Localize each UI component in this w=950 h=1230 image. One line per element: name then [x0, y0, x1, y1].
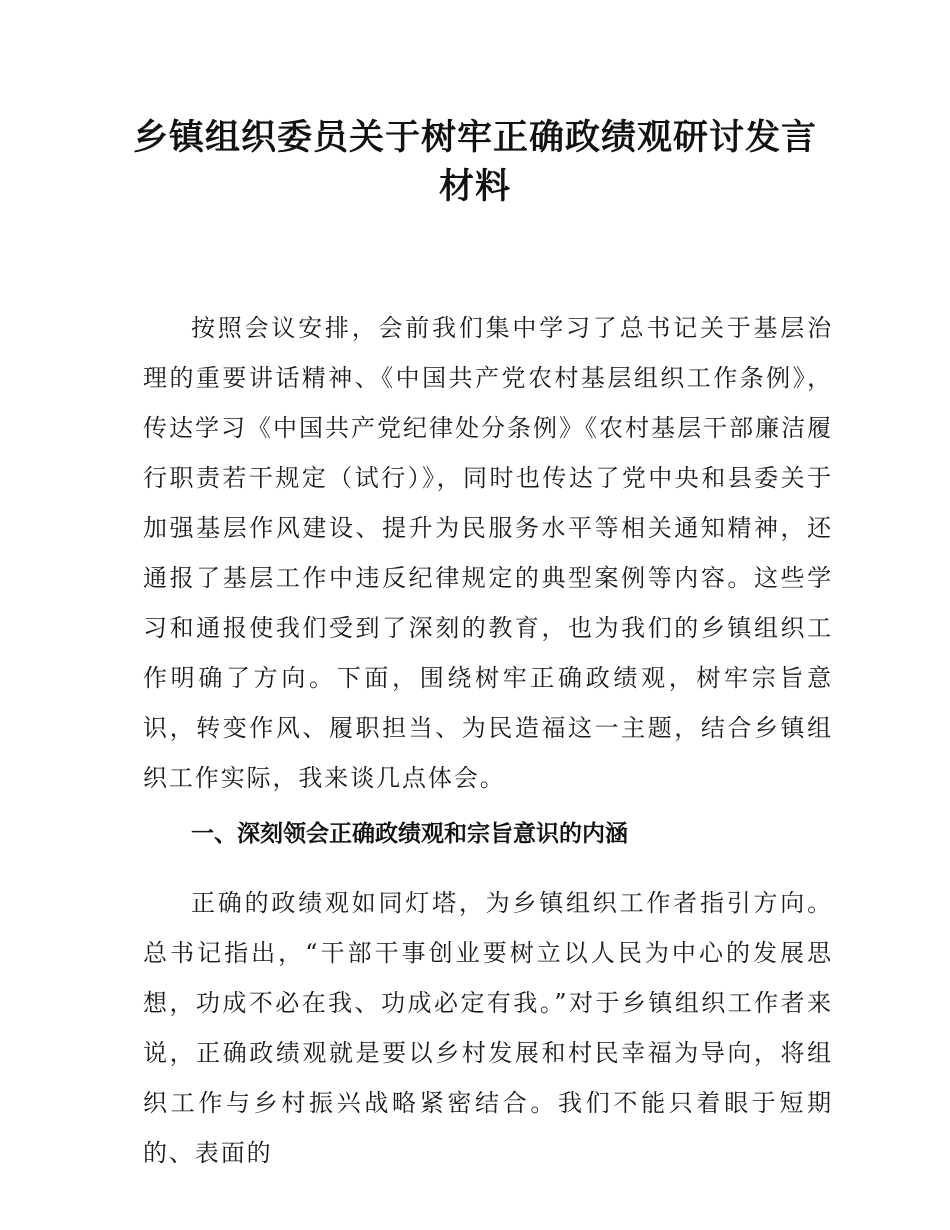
- document-title: [100, 114, 850, 212]
- intro-paragraph: 按照会议安排，会前我们集中学习了总书记关于基层治理的重要讲话精神、《中国共产党农村基层组织工作条例》，传达学习《中国共产党纪律处分条例》《农村基层干部廉洁履行职责若干规定（试行）》，同时也传达了党中央和县委关于加强基层作风建设、提升为民服务水平等相关通知精神，还通报了基层工作中违反纪律规定的典型案例等内容。这些学习和通报使我们受到了深刻的教育，也为我们的乡镇组织工作明确了方向。下面，围绕树牢正确政绩观，树牢宗旨意识，转变作风、履职担当、为民造福这一主题，结合乡镇组织工作实际，我来谈几点体会。: [143, 314, 833, 792]
- title-line-2: 材料: [438, 167, 511, 207]
- section-heading-1: 一、深刻领会正确政绩观和宗旨意识的内涵: [191, 821, 628, 847]
- section-1-paragraph: 正确的政绩观如同灯塔，为乡镇组织工作者指引方向。总书记指出，“干部干事创业要树立以人民为中心的发展思想，功成不必在我、功成必定有我。”对于乡镇组织工作者来说，正确政绩观就是要以乡村发展和村民幸福为导向，将组织工作与乡村振兴战略紧密结合。我们不能只着眼于短期的、表面的: [143, 889, 833, 1167]
- title-line-1: 乡镇组织委员关于树牢正确政绩观研讨发言: [132, 118, 817, 158]
